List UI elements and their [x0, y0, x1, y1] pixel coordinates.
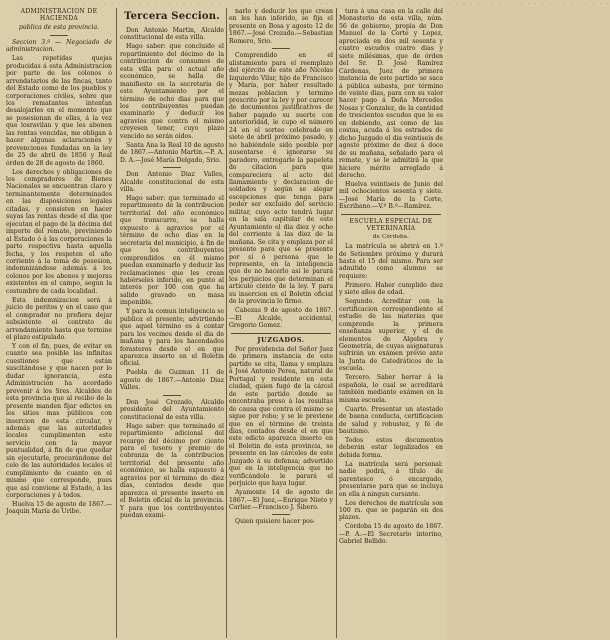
- paragraph: Los derechos de matrícula son 100 rs. que se pagarán en dos plazos.: [339, 499, 443, 522]
- paragraph: Segundo. Acreditar con la certificacion correspondiente el estudio de las materias que comprende la primera enseñanza superior, y el de elementos de Algebra y Geometría, de cuyas asignaturas sufrirán un exámen prévio ante la Junta de Catedráticos de la escuela.: [339, 298, 443, 373]
- section-title: Tercera Seccion.: [124, 11, 220, 22]
- paragraph: Esta indemnizacion será á juicio de peritos y en el caso que el comprador no prefiera dejar subsistente el contrato de arrendamiento hasta que termine el plazo estipulado.: [6, 296, 112, 342]
- column-separator: [336, 8, 337, 638]
- column-1: [6, 8, 112, 638]
- signature: Huelva veintiseis de Junio del mil ochocientos sesenta y siete.—José María de la Corte, Escribano.—V.º B.º—Ramírez.: [339, 180, 443, 211]
- paragraph: narlo y deducir los que crean en les han inferido, se fija el presente en Bosa y agosto 12 de 1867.—José Crozado.—Sebastian Romero, Srio.: [229, 8, 333, 45]
- paragraph: Todos estos documentos deberán estar legalizados en debida forma.: [339, 436, 443, 459]
- divider: [272, 514, 290, 515]
- paragraph: Comprendido en el alistamiento para el reemplazo del ejército de este año Nicolas Izquierdo Vilar, hijo de Francisco y María, por haber resultado mozas poblacion y termino prescrito por la ley y por carecer de documentos justificativos de haber pagado su suerte con anterioridad, le cupo el número 24 en el sorteo celebrado en siete de abril próximo pasado, y no habiéndole sido posible por ausentarse é ignorarse su paradero, entregarle la papeleta de citacion para que compareciera al acto del llamamiento y declaracion de soldados y según se alegar escepciones que tenga para poder ser excluido del servicio militar, cuyo acto tendrá lugar en la sala capitular de este Ayuntamiento el dia diez y ocho del corriente á las diez de la mañana. Se cita y emplaza por el presente para que se presente por sí ó persona que le represente, en la inteligencia que de no hacerlo así le parará los perjuicios que determinan el artículo ciento de la ley. Y para su insercion en el Boletin oficial de la provincia lo firmo.: [229, 52, 333, 306]
- paragraph: Por providencia del Señor Juez de primera instancia de este partido se cita, llama y emplaza á José Antonio Perea, natural de Portugal y residente en esta ciudad, quien fugó de la cárcel de este partido donde se encontraba preso á las resultas de causa que contra el mismo se sigue por robo; y se le previene que en el término de treinta dias, contados desde el en que este edicto aparezca inserto en el Boletin de esta provincia, se presente en las cárceles de este Juzgado á su defensa; advertido que en la inteligencia que no verificándolo le parará el perjuicio que haya lugar.: [229, 345, 333, 488]
- escuela-heading: ESCUELA ESPECIAL DE VETERINARIA: [349, 217, 433, 233]
- paragraph: Tercero. Saber herrar á la española, lo cual se acreditará también mediante exámen en la misma escuela.: [339, 374, 443, 404]
- paragraph: Hago saber: que terminado el repartimiento de la contribucion territorial del año económico que transcurre, se halla expuesto á agravios por el término de ocho dias en la secretaría del municipio, á fin de que los contribuyentes comprendidos en él mismo puedan examinarlo y deducir las reclamaciones que les crean habérseles inferido, en punto al interés por 100 con que ha salido gravado en masa imponible.: [120, 195, 224, 307]
- paragraph: Las repetidas quejas producidas á esta Administracion por parte de los colonos ó arrendatarios de las fincas, tanto del Estado como de los pueblos y corporaciones civiles, sobre que los rematantes intentan desalojarles en el momento que se posesionan de ellas, á la vez que losravilan y que les abonen las rentas vencidas, me obligan á hacer algunas aclaraciones y prevenciones fundadas en la ley de 25 de abril de 1856 y Real órden de 28 de agosto de 1860.: [6, 55, 112, 167]
- notice-heading: Don Antonio Martin, Alcalde constitucional de esta villa.: [120, 27, 224, 42]
- paragraph: Y para la comun inteligencia se publica el presente; advirtiendo que aquel término es á contar para los vecinos desde el dia de mañana y para los hacendados forasteros desde el en que aparezca inserto en el Boletin oficial.: [120, 308, 224, 368]
- signature: Cabezas 9 de agosto de 1867.—El Alcalde, accidental, Gregorio Gomez.: [229, 307, 333, 330]
- paragraph: Primero. Haber cumplido diez y siete años de edad.: [339, 281, 443, 297]
- signature: Córdoba 15 de agosto de 1867.—P. A.—El Secretario interino, Gabriel Bellido.: [339, 523, 443, 546]
- paragraph: La matrícula se abrirá en 1.º de Setiembre próximo y durará hasta el 15 del mismo. Para ser admitido como alumno se requiere:: [339, 243, 443, 280]
- notice-heading: Don José Crozado, Alcalde presidente del Ayuntamiento constitucional de esta villa.: [120, 398, 224, 421]
- divider: [163, 395, 181, 396]
- paragraph: tura á una casa en la calle del Monasterio de esta villa, núm. 56 de gobierno, propia de Don Manuel de la Corte y Lopez, apreciada en dos mil sesenta y cuatro escudos cuatro dias y siete milésimas, que de órden del Sr. D. José Ramírez Cárdenas, Juez de primera instancia de este partido se saca á pública subasta, por término de veinte dias, para con su valor hacer pago á Doña Mercedes Nosas y Gonzalez, de la cantidad de trescientos escudos que le es en debiendo, asi como de las costas, acuda á los estrados de dicho Juzgado el dia veintiseis de agosto próximo de diez á doce de su mañana, señalado para el remate, y se le admitirá la que hiciere mérito arreglado á derecho.: [339, 8, 443, 179]
- divider: [163, 167, 181, 168]
- paragraph: Los derechos y obligaciones de los compradores de Bienes Nacionales se encuentran claro y terminantemente determinados en las disposiciones legales citadas, y consisten en hacer suyas las rentas desde el dia que ejecutan el pago de la décima del importe del remate, previniendo al Estado ó á las corporaciones la parte respectiva hasta aquella fecha, y los respeten el año corriente á la toma de posesion, indemnizándose además á los colonos por los abonos y mejoras existentes en el campo, segun la costumbre de cada localidad.: [6, 168, 112, 295]
- hacienda-subheader: pública de esta provincia.: [18, 24, 100, 32]
- paragraph: Cuarto. Presentar un atestado de buena conducta, certificacion de salud y robustez, y fé de bautismo.: [339, 405, 443, 435]
- signature: Huelva 15 de agosto de 1867.—Joaquin María de Uribe.: [6, 501, 112, 516]
- divider: [341, 214, 441, 215]
- column-4: [339, 8, 443, 638]
- paragraph: La matrícula será personal: nadie podrá, á título de parentesco ó encargado, presentarse para que se incluya en ella á ningun cursante.: [339, 460, 443, 498]
- column-2: [120, 8, 224, 638]
- divider: [50, 35, 68, 36]
- divider: [272, 48, 290, 49]
- juzgados-heading: JUZGADOS.: [257, 335, 305, 344]
- paragraph: Quien quisiere hacer pos-: [235, 518, 316, 526]
- hacienda-header: ADMINISTRACION DE HACIENDA: [20, 8, 98, 23]
- section-label: Seccion 3.ª — Negociado de administracion.: [6, 38, 112, 54]
- paragraph: Hago saber: que terminado el repartimiento adicional del recargo del décimo por ciento para el tesoro y premio de cobranza de la contribucion territorial del presente año económico, se halla expuesto á agravios por el término de diez dias, contados desde que aparezca el presente inserto en el Boletin oficial de la provincia. Y para que los contribuyentes puedan exami-: [120, 422, 224, 520]
- escuela-subheading: de Córdoba.: [372, 234, 410, 241]
- divider: [231, 333, 331, 334]
- column-separator: [116, 8, 117, 638]
- paragraph: Y con el fin, pues, de evitar en cuanto sea posible las infinitas cuestiones que están suscitándose y que nacen por lo dudar ignorancia, esta Administracion ha acordado prevenir á los Sres. Alcaldes de esta provincia que al recibo de la presente manden fijar edictos en los sitios mas públicos con insercion de esta circular, y además que las autoridades locales cumplimenten este servicio con la mayor puntualidad, á fin de que quedar sin ejecutarle, procurándome del celo de las autoridades locales el cumplimiento de cuanto en el mismo que corresponde, pues que así conviene al Estado, á las corporaciones y á todos.: [6, 342, 112, 500]
- paragraph: Hago saber: que concluido el repartimiento del décimo de la contribucion de consumos de esta villa para el actual año económico, se halla de manifiesto en la secretaría de este Ayuntamiento por el término de ocho dias para que los contribuyentes puedan examinarlo y deducir los agravios que contra el mismo creyesen tener, cuyo plazo vencido no serán oidos.: [120, 43, 224, 140]
- signature: Puebla de Guzman 11 de agosto de 1867.—Antonio Diaz Valles.: [120, 369, 224, 392]
- column-3: [229, 8, 333, 638]
- top-margin-dots: . . . . . . . . . . . . . . . . . . . . . . . . . . . . . . . . . . . . . . . . . . . . . . . . . . . . . . . . . . . . . . . . . . . . . . . . . . . . . . . . . . .: [18, 0, 610, 6]
- signature: Santa Ana la Real 10 de agosto de 1867.—Antonio Martin.—P. A. D. A.—José María Delgado, Srio.: [120, 141, 224, 164]
- column-separator: [226, 8, 227, 638]
- signature: Ayamonte 14 de agosto de 1867.—El Juez,—Enrique Nieto y Carlier.—Francisco J. Sibero.: [229, 489, 333, 511]
- notice-heading: Don Antonio Diaz Valles, Alcalde constitucional de esta villa.: [120, 171, 224, 194]
